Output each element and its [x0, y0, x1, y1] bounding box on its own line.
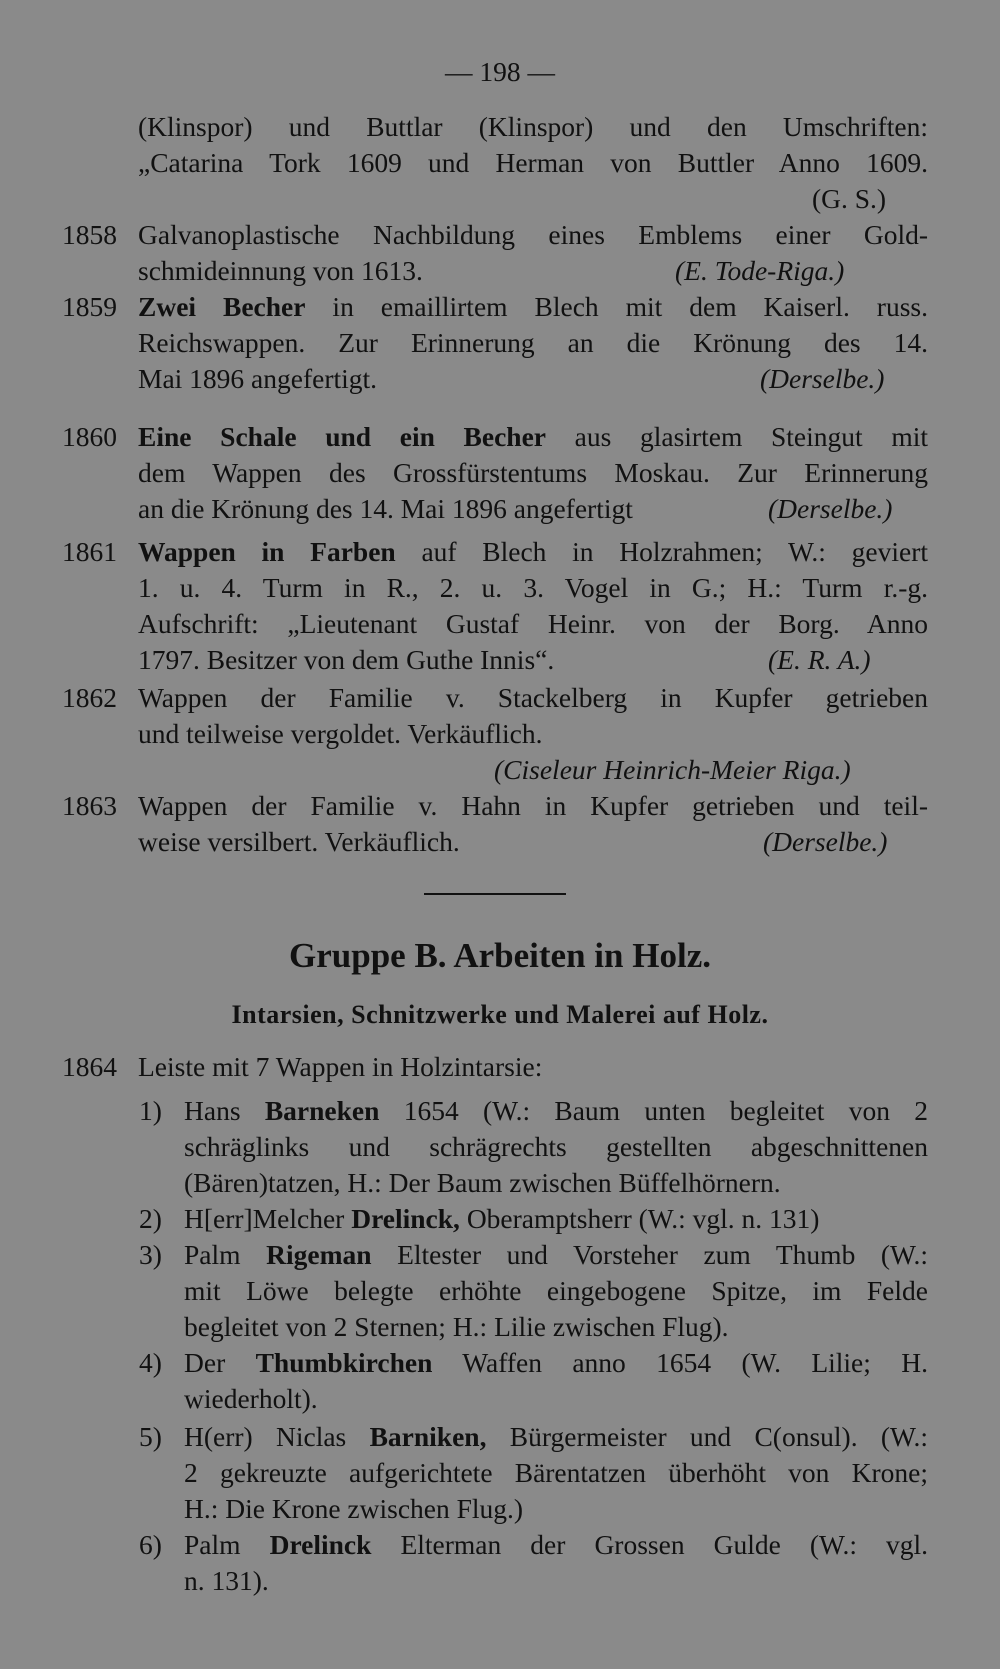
- entry-text-line: „Catarina Tork 1609 und Herman von Buttler Anno 1609.: [138, 147, 928, 178]
- section-divider: [424, 893, 566, 895]
- entry-text-line: Galvanoplastische Nachbildung eines Emblems einer Gold-: [138, 219, 928, 250]
- item-number: 5): [139, 1421, 162, 1452]
- entry-text-line: 1. u. 4. Turm in R., 2. u. 3. Vogel in G.; H.: Turm r.-g.: [138, 572, 928, 603]
- entry-title: Eine Schale und ein Becher: [138, 421, 547, 452]
- entry-text-line: Wappen der Familie v. Hahn in Kupfer getrieben und teil-: [138, 790, 928, 821]
- item-text-line: begleitet von 2 Sternen; H.: Lilie zwischen Flug).: [184, 1311, 729, 1342]
- item-text-line: (Bären)tatzen, H.: Der Baum zwischen Büffelhörnern.: [184, 1167, 781, 1198]
- entry-source: (Derselbe.): [760, 363, 885, 394]
- item-number: 2): [139, 1203, 162, 1234]
- entry-number: 1863: [62, 790, 117, 821]
- entry-intro: Leiste mit 7 Wappen in Holzintarsie:: [138, 1051, 543, 1082]
- item-name: Barniken,: [369, 1421, 487, 1452]
- entry-number: 1862: [62, 682, 117, 713]
- group-heading: Gruppe B. Arbeiten in Holz.: [289, 936, 711, 975]
- entry-number: 1858: [62, 219, 117, 250]
- entry-number: 1861: [62, 536, 117, 567]
- entry-text-line: Mai 1896 angefertigt.: [138, 363, 378, 394]
- entry-text-line: 1797. Besitzer von dem Guthe Innis“.: [138, 644, 555, 675]
- entry-text-line: schmideinnung von 1613.: [138, 255, 423, 286]
- item-text-line: mit Löwe belegte erhöhte eingebogene Spitze, im Felde: [184, 1275, 928, 1306]
- entry-number: 1864: [62, 1051, 117, 1082]
- entry-text-line: Reichswappen. Zur Erinnerung an die Krönung des 14.: [138, 327, 928, 358]
- item-number: 4): [139, 1347, 162, 1378]
- entry-title: Zwei Becher: [138, 291, 306, 322]
- entry-text-line: und teilweise vergoldet. Verkäuflich.: [138, 718, 543, 749]
- entry-text-line: Wappen in Farben auf Blech in Holzrahmen; W.: geviert: [138, 536, 928, 567]
- item-text-line: H(err) Niclas Barniken, Bürgermeister und C(onsul). (W.:: [184, 1421, 929, 1452]
- entry-source: (G. S.): [812, 183, 887, 214]
- item-text-line: H.: Die Krone zwischen Flug.): [184, 1493, 524, 1524]
- item-text-line: Der Thumbkirchen Waffen anno 1654 (W. Lilie; H.: [184, 1347, 928, 1378]
- item-number: 6): [139, 1529, 162, 1560]
- item-name: Thumbkirchen: [255, 1347, 433, 1378]
- item-name: Drelinck: [269, 1529, 372, 1560]
- entry-text-line: Wappen der Familie v. Stackelberg in Kupfer getrieben: [138, 682, 928, 713]
- item-text-line: wiederholt).: [184, 1383, 318, 1414]
- entry-text-line: Zwei Becher in emaillirtem Blech mit dem Kaiserl. russ.: [138, 291, 928, 322]
- item-number: 3): [139, 1239, 162, 1270]
- item-text-line: Palm Drelinck Elterman der Grossen Gulde (W.: vgl.: [184, 1529, 929, 1560]
- item-text-line: n. 131).: [184, 1565, 269, 1596]
- entry-title: Wappen in Farben: [138, 536, 396, 567]
- item-text-line: H[err]Melcher Drelinck, Oberamptsherr (W.: vgl. n. 131): [184, 1203, 820, 1234]
- entry-text-line: Aufschrift: „Lieutenant Gustaf Heinr. von der Borg. Anno: [138, 608, 928, 639]
- entry-text-line: dem Wappen des Grossfürstentums Moskau. Zur Erinnerung: [138, 457, 928, 488]
- group-subheading: Intarsien, Schnitzwerke und Malerei auf Holz.: [231, 1000, 769, 1029]
- entry-source: (E. Tode-Riga.): [675, 255, 845, 286]
- entry-source: (Derselbe.): [768, 493, 893, 524]
- item-number: 1): [139, 1095, 162, 1126]
- entry-text-line: Eine Schale und ein Becher aus glasirtem Steingut mit: [138, 421, 928, 452]
- entry-source: (E. R. A.): [768, 644, 871, 675]
- entry-number: 1859: [62, 291, 117, 322]
- page-number: — 198 —: [445, 56, 555, 87]
- entry-source: (Ciseleur Heinrich-Meier Riga.): [494, 754, 851, 785]
- item-text-line: schräglinks und schrägrechts gestellten abgeschnittenen: [184, 1131, 928, 1162]
- entry-source: (Derselbe.): [763, 826, 888, 857]
- item-name: Barneken: [264, 1095, 380, 1126]
- item-text-line: Palm Rigeman Eltester und Vorsteher zum Thumb (W.:: [184, 1239, 928, 1270]
- entry-text-line: weise versilbert. Verkäuflich.: [138, 826, 460, 857]
- item-name: Rigeman: [266, 1239, 372, 1270]
- item-text-line: 2 gekreuzte aufgerichtete Bärentatzen überhöht von Krone;: [184, 1457, 928, 1488]
- item-text-line: Hans Barneken 1654 (W.: Baum unten begleitet von 2: [184, 1095, 928, 1126]
- item-name: Drelinck,: [351, 1203, 460, 1234]
- entry-number: 1860: [62, 421, 117, 452]
- entry-text-line: an die Krönung des 14. Mai 1896 angefertigt: [138, 493, 633, 524]
- entry-text-line: (Klinspor) und Buttlar (Klinspor) und den Umschriften:: [138, 111, 928, 142]
